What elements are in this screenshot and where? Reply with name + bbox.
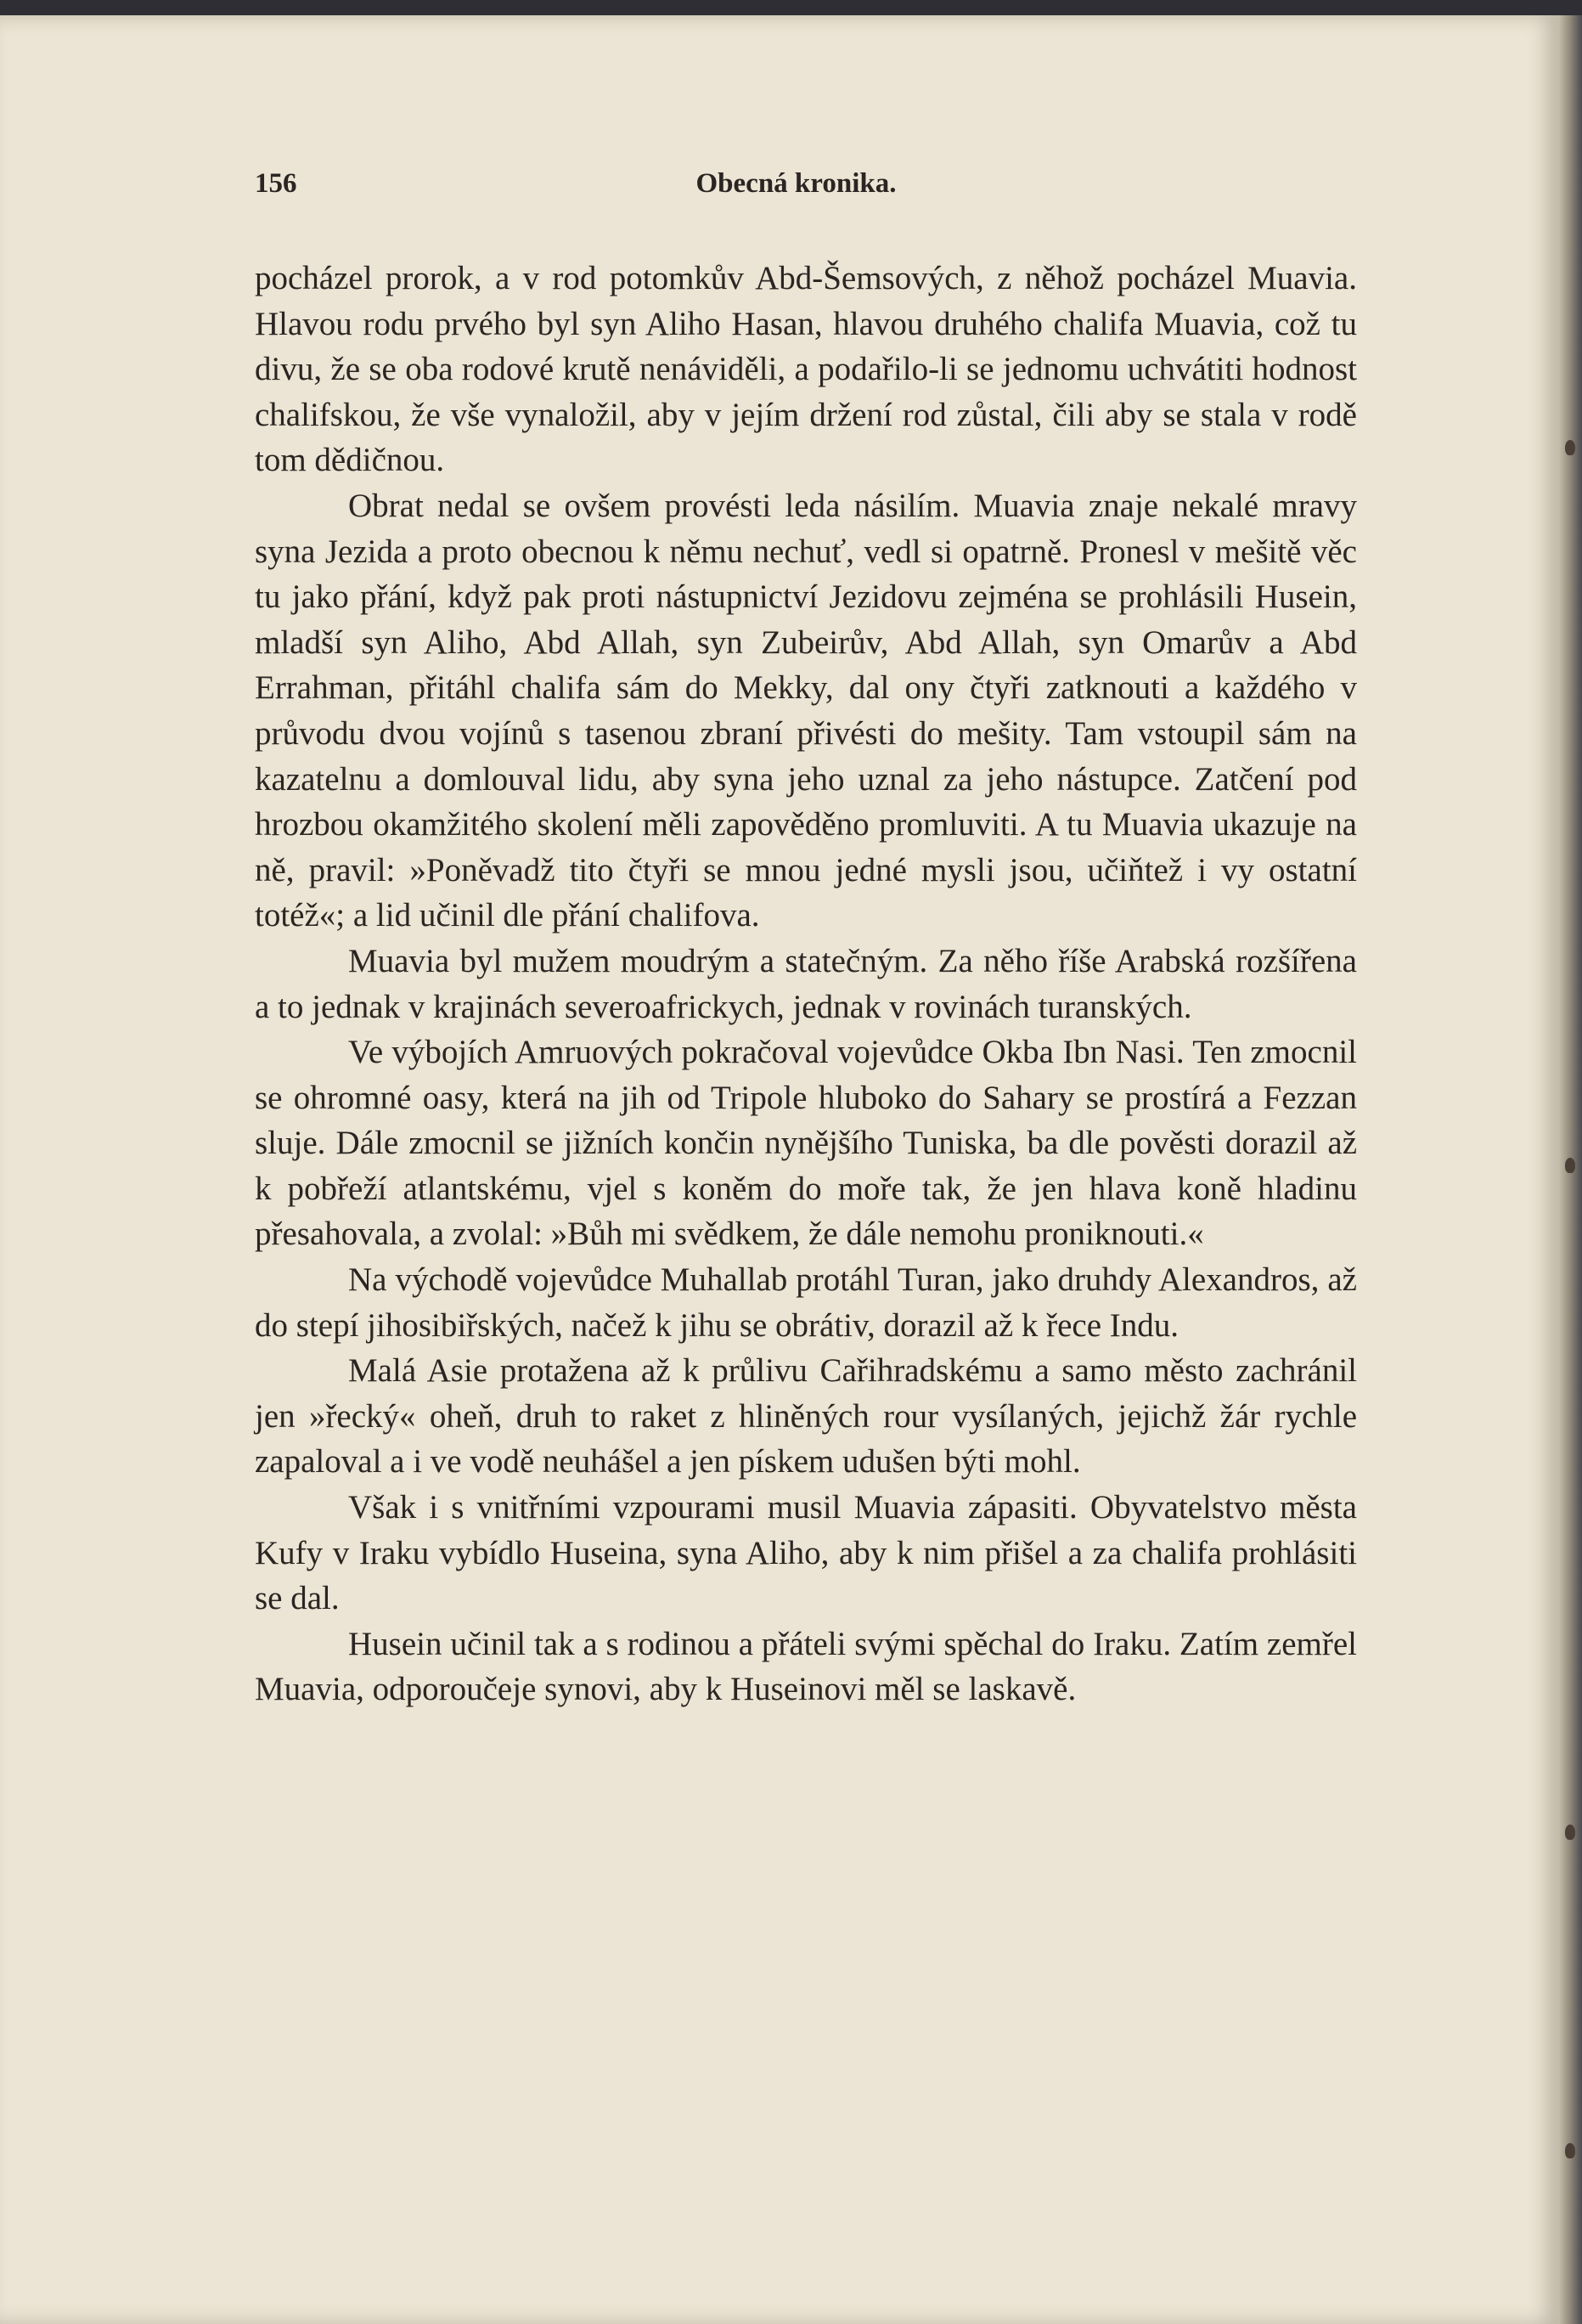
paragraph-6: Malá Asie protažena až k průlivu Cařihradskému a samo město zachránil jen »řecký« oheň, druh to raket z hliněných rour vysílaných, jejichž žár rychle zapaloval a i ve vodě neuhášel a jen pískem udušen býti mohl. xyxy=(255,1352,1357,1481)
book-page xyxy=(0,15,1558,2324)
running-title: Obecná kronika. xyxy=(695,168,897,199)
margin-speck xyxy=(1565,440,1575,455)
paragraph-7: Však i s vnitřními vzpourami musil Muavia zápasiti. Obyvatelstvo města Kufy v Iraku vybídlo Huseina, syna Aliho, aby k nim přišel a za chalifa prohlásiti se dal. xyxy=(255,1489,1357,1617)
scan-top-border xyxy=(0,0,1582,15)
page-body xyxy=(255,256,1357,1712)
margin-speck xyxy=(1565,1825,1575,1840)
page-number: 156 xyxy=(255,168,297,199)
paragraph-8: Husein učinil tak a s rodinou a přáteli svými spěchal do Iraku. Zatím zemřel Muavia, odporoučeje synovi, aby k Huseinovi měl se laskavě. xyxy=(255,1625,1357,1708)
paragraph-1: pocházel prorok, a v rod potomkův Abd-Šemsových, z něhož pocházel Muavia. Hlavou rodu prvého byl syn Aliho Hasan, hlavou druhého chalifa Muavia, což tu divu, že se oba rodové krutě nenáviděli, a podařilo-li se jednomu uchvátiti hodnost chalifskou, že vše vynaložil, aby v jejím držení rod zůstal, čili aby se stala v rodě tom dědičnou. xyxy=(255,260,1357,479)
paragraph-5: Na východě vojevůdce Muhallab protáhl Turan, jako druhdy Alexandros, až do stepí jihosibiřských, načež k jihu se obrátiv, dorazil až k řece Indu. xyxy=(255,1261,1357,1344)
paragraph-4: Ve výbojích Amruových pokračoval vojevůdce Okba Ibn Nasi. Ten zmocnil se ohromné oasy, která na jih od Tripole hluboko do Sahary se prostírá a Fezzan sluje. Dále zmocnil se jižních končin nynějšího Tuniska, ba dle pověsti dorazil až k pobřeží atlantskému, vjel s koněm do moře tak, že jen hlava koně hladinu přesahovala, a zvolal: »Bůh mi svědkem, že dále nemohu proniknouti.« xyxy=(255,1034,1357,1253)
page-edge-shadow xyxy=(1558,15,1582,2324)
paragraph-3: Muavia byl mužem moudrým a statečným. Za něho říše Arabská rozšířena a to jednak v krajinách severoafrickych, jednak v rovinách turanských. xyxy=(255,942,1357,1025)
paragraph-2: Obrat nedal se ovšem provésti leda násilím. Muavia znaje nekalé mravy syna Jezida a proto obecnou k němu nechuť, vedl si opatrně. Pronesl v mešitě věc tu jako přání, když pak proti nástupnictví Jezidovu zejména se prohlásili Husein, mladší syn Aliho, Abd Allah, syn Zubeirův, Abd Allah, syn Omarův a Abd Errahman, přitáhl chalifa sám do Mekky, dal ony čtyři zatknouti a každého v průvodu dvou vojínů s tasenou zbraní přivésti do mešity. Tam vstoupil sám na kazatelnu a domlouval lidu, aby syna jeho uznal za jeho nástupce. Zatčení pod hrozbou okamžitého skolení měli zapověděno promluviti. A tu Muavia ukazuje na ně, pravil: »Poněvadž tito čtyři se mnou jedné mysli jsou, učiňtež i vy ostatní totéž«; a lid učinil dle přání chalifova. xyxy=(255,487,1357,934)
margin-speck xyxy=(1565,2143,1575,2158)
page-header xyxy=(255,168,1337,209)
margin-speck xyxy=(1565,1158,1575,1173)
